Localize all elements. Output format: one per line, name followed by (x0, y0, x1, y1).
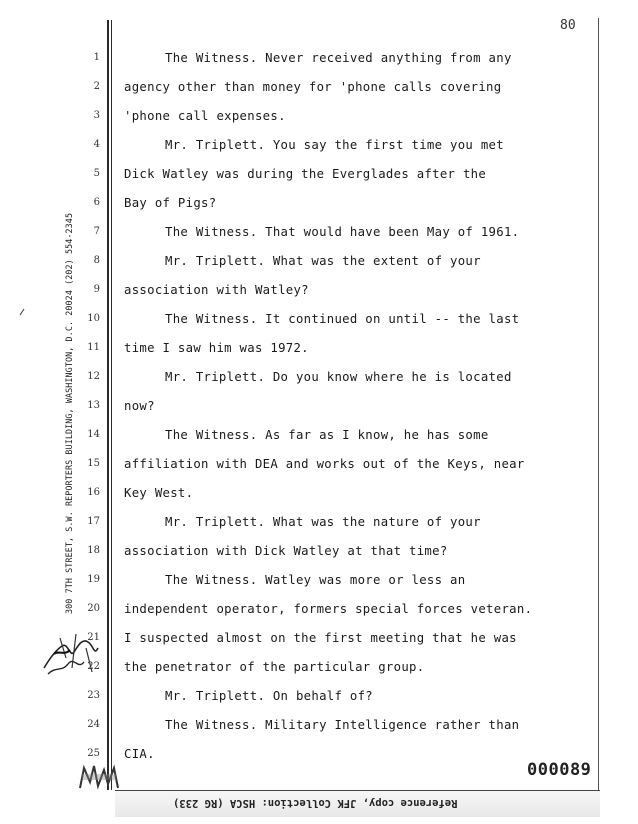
transcript-line: association with Watley? (124, 283, 309, 297)
line-number: 2 (93, 81, 100, 92)
margin-rule-left (107, 20, 109, 790)
transcript-line: agency other than money for 'phone calls covering (124, 80, 502, 94)
transcript-line: independent operator, formers special forces veteran. (124, 602, 533, 616)
transcript-line: Mr. Triplett. On behalf of? (165, 689, 373, 703)
line-number: 3 (93, 110, 100, 121)
margin-rule-right (598, 18, 599, 793)
transcript-line: time I saw him was 1972. (124, 341, 309, 355)
reporter-address-text: 300 7TH STREET, S.W. REPORTERS BUILDING, WASHINGTON, D.C. 20024 (202) 554-2345 (64, 212, 74, 614)
transcript-line: Mr. Triplett. What was the nature of your (165, 515, 481, 529)
line-number: 11 (87, 342, 100, 353)
transcript-line: Mr. Triplett. You say the first time you met (165, 138, 504, 152)
handwritten-initials-mark (40, 628, 102, 680)
transcript-line: Dick Watley was during the Everglades after the (124, 167, 487, 181)
line-number: 18 (87, 545, 100, 556)
transcript-line: Mr. Triplett. Do you know where he is located (165, 370, 512, 384)
archive-footer-text: Reference copy, JFK Collection: HSCA (RG 233) (173, 797, 458, 809)
line-number: 16 (87, 487, 100, 498)
scan-smudge (78, 762, 122, 790)
transcript-line: CIA. (124, 747, 155, 761)
line-number: 8 (93, 255, 100, 266)
margin-rule-left-inner (111, 20, 112, 790)
line-number: 15 (87, 458, 100, 469)
line-number: 6 (93, 197, 100, 208)
line-number: 7 (93, 226, 100, 237)
transcript-line: The Witness. Watley was more or less an (165, 573, 466, 587)
line-number: 24 (87, 719, 100, 730)
line-number: 13 (87, 400, 100, 411)
line-number: 21 (87, 632, 100, 643)
transcript-line: 'phone call expenses. (124, 109, 286, 123)
transcript-line: Bay of Pigs? (124, 196, 217, 210)
transcript-line: Mr. Triplett. What was the extent of your (165, 254, 481, 268)
transcript-line: The Witness. Military Intelligence rather than (165, 718, 520, 732)
transcript-line: affiliation with DEA and works out of the Keys, near (124, 457, 525, 471)
document-id-stamp: 000089 (527, 760, 592, 780)
transcript-line: Key West. (124, 486, 194, 500)
archive-footer-stamp (115, 790, 600, 817)
line-number: 22 (87, 661, 100, 672)
transcript-line: association with Dick Watley at that time? (124, 544, 448, 558)
transcript-line: The Witness. That would have been May of 1961. (165, 225, 520, 239)
line-number: 19 (87, 574, 100, 585)
reporter-address-caption (50, 164, 74, 614)
line-number: 20 (87, 603, 100, 614)
transcript-line: The Witness. As far as I know, he has some (165, 428, 489, 442)
line-number: 17 (87, 516, 100, 527)
transcript-line: now? (124, 399, 155, 413)
line-number: 23 (87, 690, 100, 701)
transcript-line: The Witness. It continued on until -- the last (165, 312, 520, 326)
line-number: 12 (87, 371, 100, 382)
line-number: 14 (87, 429, 100, 440)
page-number: 80 (560, 18, 576, 33)
transcript-line: The Witness. Never received anything from any (165, 51, 512, 65)
line-number: 9 (93, 284, 100, 295)
stray-pen-mark (19, 308, 25, 316)
transcript-line: the penetrator of the particular group. (124, 660, 425, 674)
transcript-line: I suspected almost on the first meeting that he was (124, 631, 517, 645)
line-number: 4 (93, 139, 100, 150)
line-number: 5 (93, 168, 100, 179)
line-number: 10 (87, 313, 100, 324)
line-number: 1 (93, 52, 100, 63)
line-number: 25 (87, 748, 100, 759)
